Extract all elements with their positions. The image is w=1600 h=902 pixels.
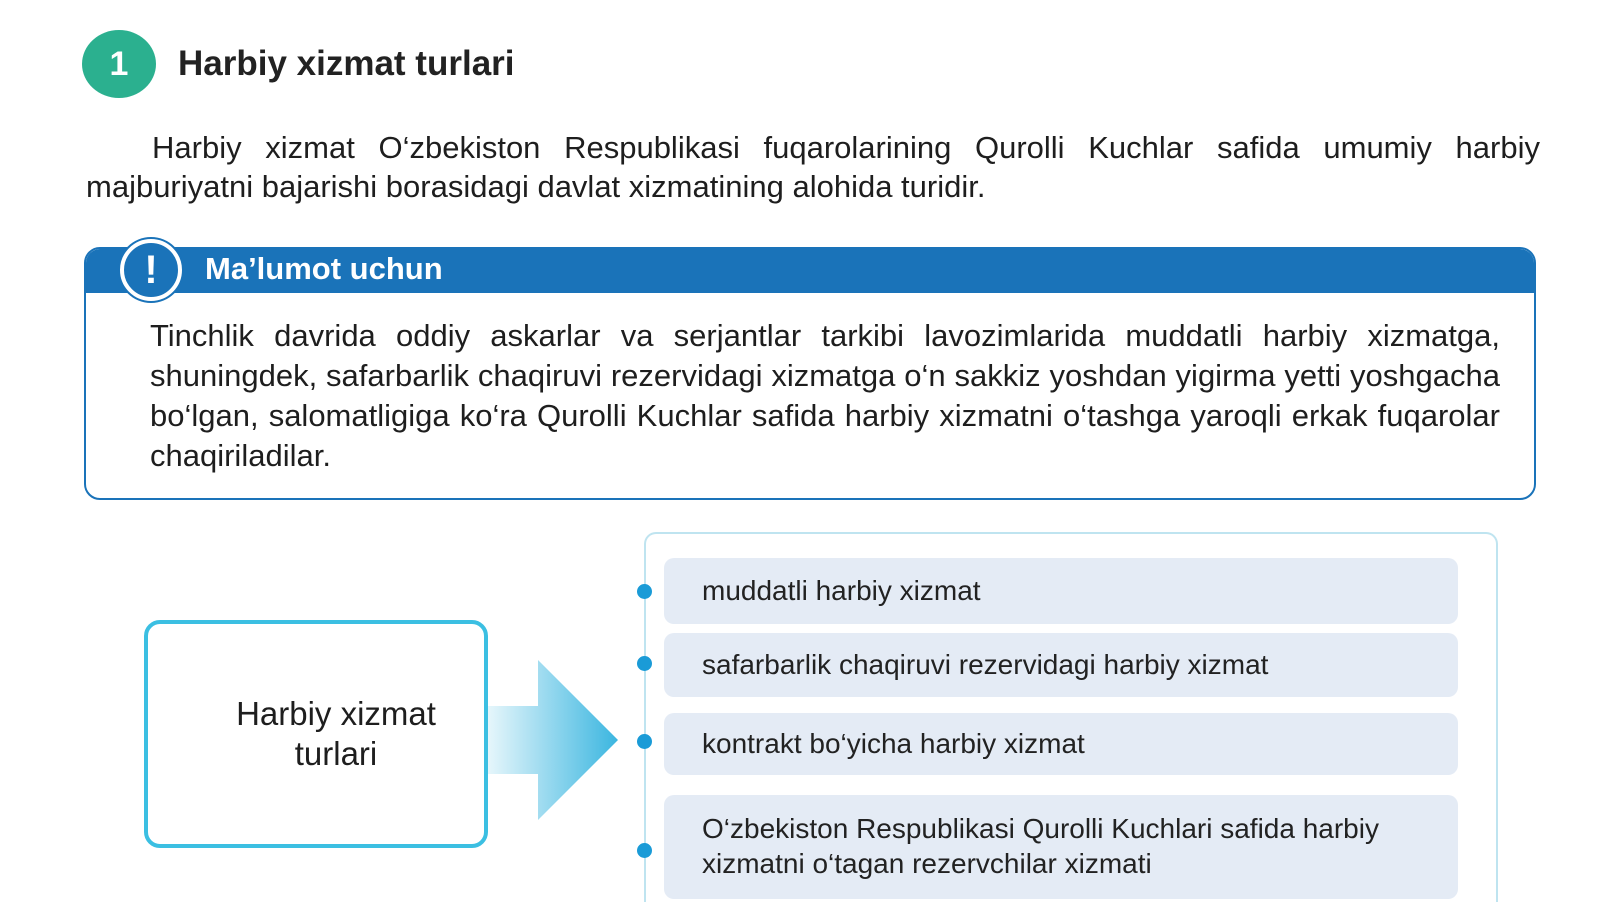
diagram-item: muddatli harbiy xizmat: [664, 558, 1458, 624]
bullet-dot: [637, 843, 652, 858]
intro-paragraph: Harbiy xizmat O‘zbekiston Respublikasi fuqarolarining Qurolli Kuchlar safida umumiy harbiy majburiyatni bajarishi borasidagi davlat xizmatining alohida turidir.: [86, 130, 1540, 204]
bullet-dot: [637, 734, 652, 749]
diagram-item: kontrakt bo‘yicha harbiy xizmat: [664, 713, 1458, 775]
bullet-dot: [637, 584, 652, 599]
section-number-badge: [82, 30, 156, 98]
bullet-dot: [637, 656, 652, 671]
info-box-title: Ma’lumot uchun: [205, 251, 443, 286]
diagram-root-label: Harbiy xizmat turlari: [236, 695, 436, 772]
arrow-right-icon: [488, 660, 628, 820]
info-box-text: Tinchlik davrida oddiy askarlar va serjantlar tarkibi lavozimlarida muddatli harbiy xizmatga, shuningdek, safarbarlik chaqiruvi rezervidagi xizmatga o‘n sakkiz yoshdan yigirma yetti yoshgacha bo‘lgan, salomatligiga ko‘ra Qurolli Kuchlar safida harbiy xizmatni o‘tashga yaroqli erkak fuqarolar chaqiriladilar.: [150, 318, 1500, 473]
diagram-root-box: [144, 620, 488, 848]
diagram-item: O‘zbekiston Respublikasi Qurolli Kuchlari safida harbiy xizmatni o‘tagan rezervchilar xizmati: [664, 795, 1458, 899]
diagram-item: safarbarlik chaqiruvi rezervidagi harbiy xizmat: [664, 633, 1458, 697]
section-number: 1: [109, 44, 129, 83]
section-title: Harbiy xizmat turlari: [178, 44, 515, 83]
exclamation-icon: !: [120, 239, 182, 301]
